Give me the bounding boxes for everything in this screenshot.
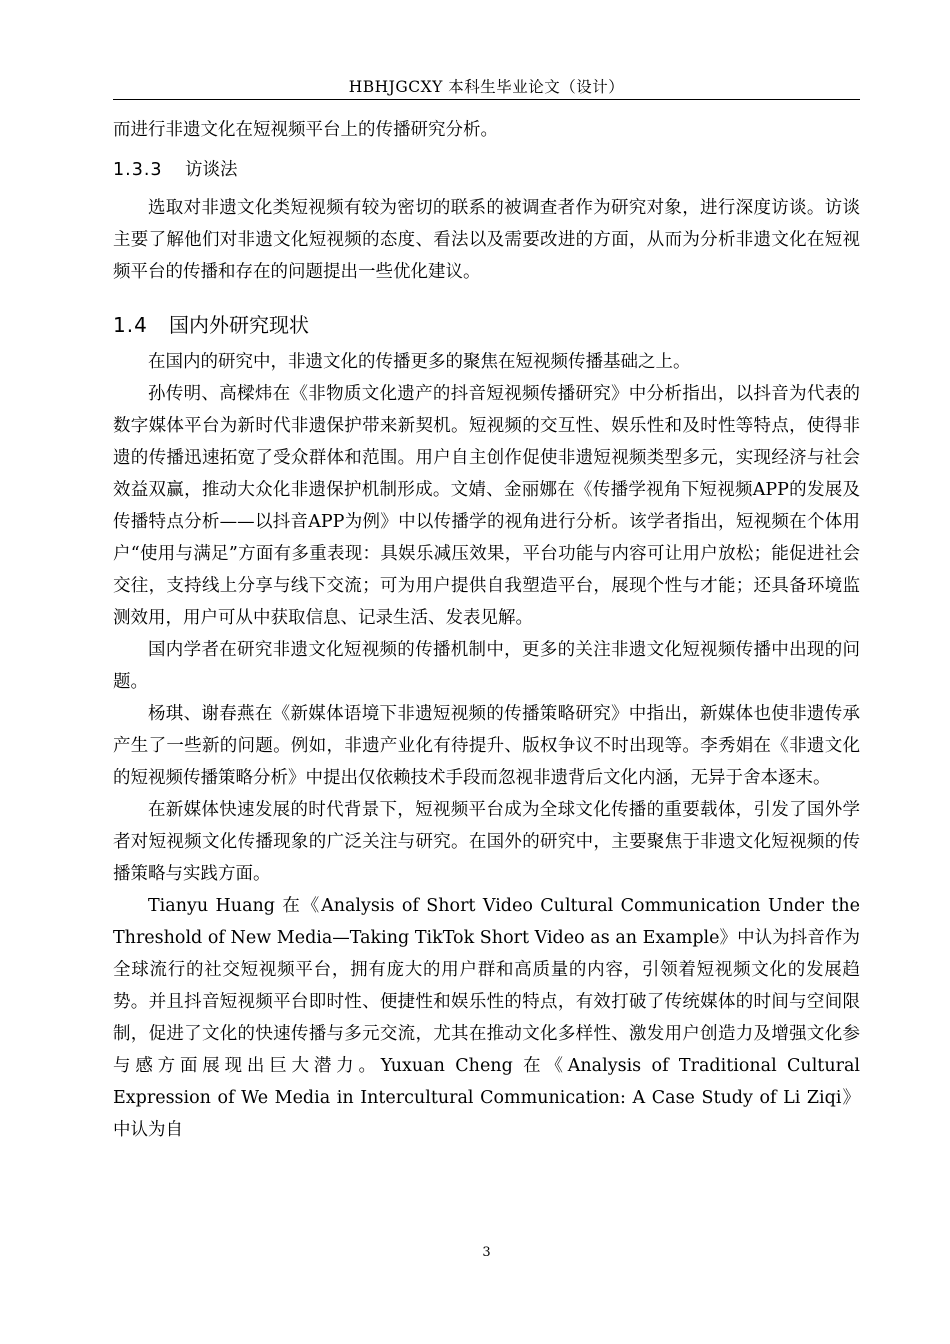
paragraph-intro: 而进行非遗文化在短视频平台上的传播研究分析。 [113, 120, 498, 140]
page-header: HBHJGCXY 本科生毕业论文（设计） [348, 78, 625, 96]
section-number: 1.3.3 [113, 160, 163, 180]
section-title: 访谈法 [185, 160, 238, 180]
paragraph-interview: 选取对非遗文化类短视频有较为密切的联系的被调查者作为研究对象，进行深度访谈。访谈主要了解他们对非遗文化短视频的态度、看法以及需要改进的方面，从而为分析非遗文化在短视频平台的传播和存在的问题提出一些优化建议。 [113, 198, 860, 282]
page-number: 3 [482, 1245, 491, 1260]
section-heading-1-3-3 [113, 154, 860, 186]
paragraph: 在新媒体快速发展的时代背景下，短视频平台成为全球文化传播的重要载体，引发了国外学者对短视频文化传播现象的广泛关注与研究。在国外的研究中，主要聚焦于非遗文化短视频的传播策略与实践方面。 [113, 800, 860, 884]
page-body [113, 114, 860, 1146]
section-number: 1.4 [113, 313, 148, 337]
section-title: 国内外研究现状 [169, 313, 309, 337]
paragraph: 国内学者在研究非遗文化短视频的传播机制中，更多的关注非遗文化短视频传播中出现的问题。 [113, 640, 860, 692]
paragraph: 杨琪、谢春燕在《新媒体语境下非遗短视频的传播策略研究》中指出，新媒体也使非遗传承产生了一些新的问题。例如，非遗产业化有待提升、版权争议不时出现等。李秀娟在《非遗文化的短视频传播策略分析》中提出仅依赖技术手段而忽视非遗背后文化内涵，无异于舍本逐末。 [113, 704, 860, 788]
section-heading-1-4 [113, 308, 860, 342]
paragraph: 孙传明、高樑炜在《非物质文化遗产的抖音短视频传播研究》中分析指出，以抖音为代表的数字媒体平台为新时代非遗保护带来新契机。短视频的交互性、娱乐性和及时性等特点，使得非遗的传播迅速拓宽了受众群体和范围。用户自主创作促使非遗短视频类型多元，实现经济与社会效益双赢，推动大众化非遗保护机制形成。文婧、金丽娜在《传播学视角下短视频APP的发展及传播特点分析——以抖音APP为例》中以传播学的视角进行分析。该学者指出，短视频在个体用户“使用与满足”方面有多重表现：具娱乐减压效果，平台功能与内容可让用户放松；能促进社会交往，支持线上分享与线下交流；可为用户提供自我塑造平台，展现个性与才能；还具备环境监测效用，用户可从中获取信息、记录生活、发表见解。 [113, 384, 860, 628]
header-rule [113, 99, 860, 100]
paragraph: 在国内的研究中，非遗文化的传播更多的聚焦在短视频传播基础之上。 [148, 352, 691, 372]
paragraph: Tianyu Huang 在《Analysis of Short Video Cultural Communication Under the Threshold of New Media—Taking TikTok Short Video as an Example》中认为抖音作为全球流行的社交短视频平台，拥有庞大的用户群和高质量的内容，引领着短视频文化的发展趋势。并且抖音短视频平台即时性、便捷性和娱乐性的特点，有效打破了传统媒体的时间与空间限制，促进了文化的快速传播与多元交流，尤其在推动文化多样性、激发用户创造力及增强文化参与感方面展现出巨大潜力。Yuxuan Cheng 在《Analysis of Traditional Cultural Expression of We Media in Intercultural Communication: A Case Study of Li Ziqi》中认为自 [113, 896, 860, 1140]
